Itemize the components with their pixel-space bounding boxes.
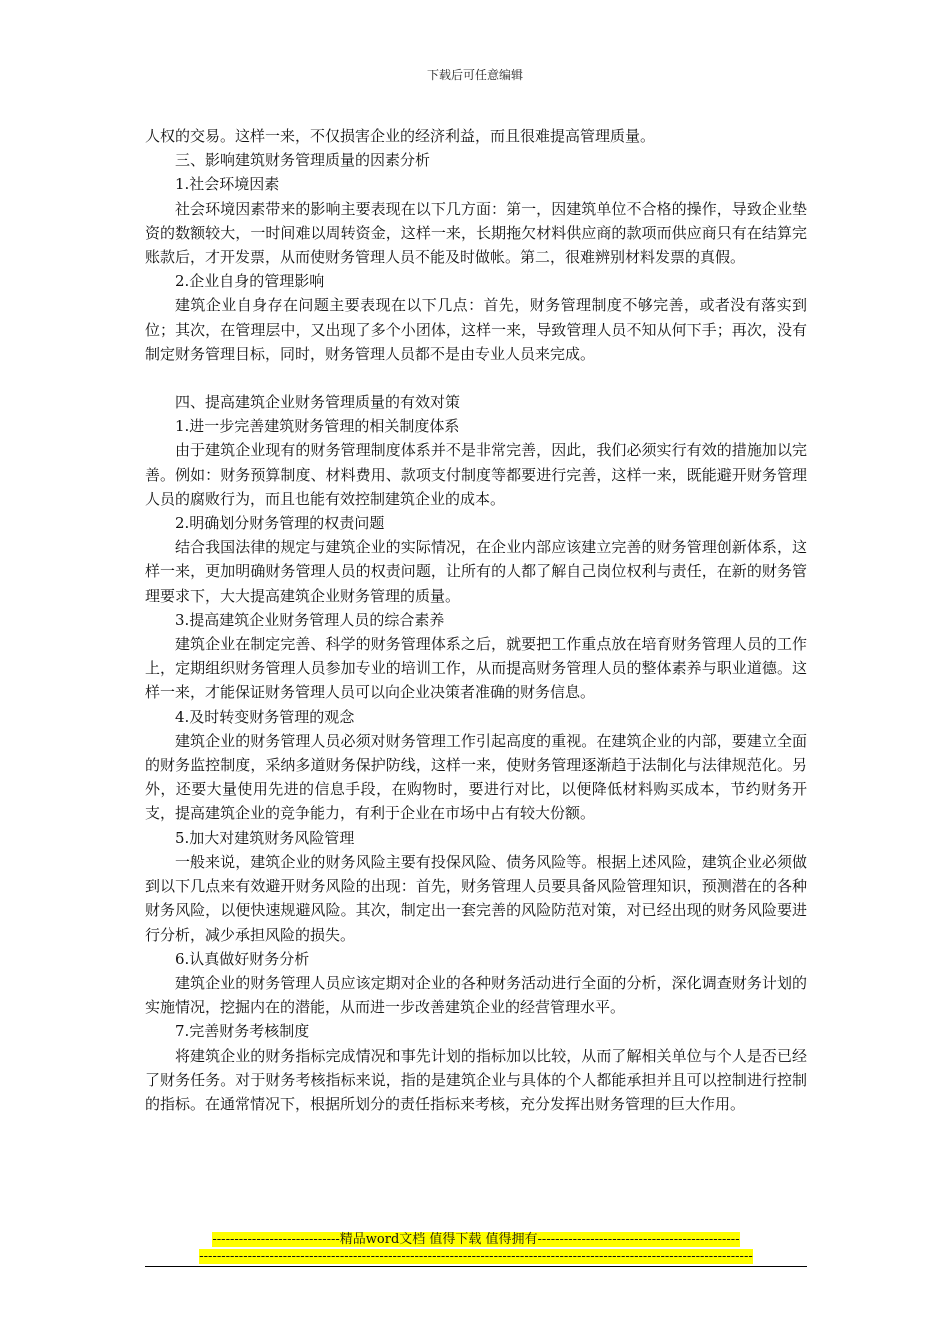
body-paragraph: 结合我国法律的规定与建筑企业的实际情况，在企业内部应该建立完善的财务管理创新体系，这样一来，更加明确财务管理人员的权责问题，让所有的人都了解自己岗位权利与责任，在新的财务管理要求下，大大提高建筑企业财务管理的质量。 xyxy=(145,538,807,605)
body-paragraph: 一般来说，建筑企业的财务风险主要有投保风险、债务风险等。根据上述风险，建筑企业必须做到以下几点来有效避开财务风险的出现：首先，财务管理人员要具备风险管理知识，预测潜在的各种财务风险，以便快速规避风险。其次，制定出一套完善的风险防范对策，对已经出现的财务风险要进行分析，减少承担风险的损失。 xyxy=(145,852,807,944)
section-heading: 6.认真做好财务分析 xyxy=(175,949,310,968)
body-paragraph: 建筑企业自身存在问题主要表现在以下几点：首先，财务管理制度不够完善，或者没有落实到位；其次，在管理层中，又出现了多个小团体，这样一来，导致管理人员不知从何下手；再次，没有制定财务管理目标，同时，财务管理人员都不是由专业人员来完成。 xyxy=(145,296,807,363)
section-heading: 2.明确划分财务管理的权责问题 xyxy=(175,514,385,533)
body-paragraph: 将建筑企业的财务指标完成情况和事先计划的指标加以比较，从而了解相关单位与个人是否已经了财务任务。对于财务考核指标来说，指的是建筑企业与具体的个人都能承担并且可以控制进行控制的指标。在通常情况下，根据所划分的责任指标来考核，充分发挥出财务管理的巨大作用。 xyxy=(145,1046,807,1113)
footer-dashes xyxy=(145,1249,807,1264)
body-paragraph: 建筑企业在制定完善、科学的财务管理体系之后，就要把工作重点放在培育财务管理人员的工作上，定期组织财务管理人员参加专业的培训工作，从而提高财务管理人员的整体素养与职业道德。这样一来，才能保证财务管理人员可以向企业决策者准确的财务信息。 xyxy=(145,635,807,702)
footer-rule xyxy=(145,1266,807,1267)
section-heading: 1.进一步完善建筑财务管理的相关制度体系 xyxy=(175,417,460,436)
body-paragraph: 由于建筑企业现有的财务管理制度体系并不是非常完善，因此，我们必须实行有效的措施加以完善。例如：财务预算制度、材料费用、款项支付制度等都要进行完善，这样一来，既能避开财务管理人员的腐败行为，而且也能有效控制建筑企业的成本。 xyxy=(145,441,807,508)
paragraph-gap xyxy=(145,366,807,390)
footer-dashes-text: ------------------------------------------------------------------------------------------------------------------------------ xyxy=(199,1249,753,1264)
document-body xyxy=(145,124,807,1116)
footer-banner xyxy=(145,1228,807,1247)
body-paragraph: 社会环境因素带来的影响主要表现在以下几方面：第一，因建筑单位不合格的操作，导致企业垫资的数额较大，一时间难以周转资金，这样一来，长期拖欠材料供应商的款项而供应商只有在结算完账款后，才开发票，从而使财务管理人员不能及时做帐。第二，很难辨别材料发票的真假。 xyxy=(145,199,807,267)
section-heading: 4.及时转变财务管理的观念 xyxy=(175,707,355,726)
section-heading: 7.完善财务考核制度 xyxy=(175,1022,310,1041)
section-heading: 5.加大对建筑财务风险管理 xyxy=(175,828,355,847)
section-heading: 三、影响建筑财务管理质量的因素分析 xyxy=(175,151,431,170)
footer-banner-text: -----------------------------精品word文档 值得下载 值得拥有---------------------------------------------- xyxy=(212,1232,740,1247)
page-header: 下载后可任意编辑 xyxy=(426,68,523,82)
page-footer xyxy=(145,1228,807,1267)
section-heading: 2.企业自身的管理影响 xyxy=(175,272,325,291)
body-paragraph: 人权的交易。这样一来，不仅损害企业的经济利益，而且很难提高管理质量。 xyxy=(145,127,656,145)
body-paragraph: 建筑企业的财务管理人员应该定期对企业的各种财务活动进行全面的分析，深化调查财务计划的实施情况，挖掘内在的潜能，从而进一步改善建筑企业的经营管理水平。 xyxy=(145,973,807,1017)
section-heading: 四、提高建筑企业财务管理质量的有效对策 xyxy=(175,393,461,412)
section-heading: 1.社会环境因素 xyxy=(175,175,280,194)
body-paragraph: 建筑企业的财务管理人员必须对财务管理工作引起高度的重视。在建筑企业的内部，要建立全面的财务监控制度，采纳多道财务保护防线，这样一来，使财务管理逐渐趋于法制化与法律规范化。另外，还要大量使用先进的信息手段，在购物时，要进行对比，以便降低材料购买成本，节约财务开支，提高建筑企业的竞争能力，有利于企业在市场中占有较大份额。 xyxy=(145,731,807,823)
section-heading: 3.提高建筑企业财务管理人员的综合素养 xyxy=(175,610,445,629)
